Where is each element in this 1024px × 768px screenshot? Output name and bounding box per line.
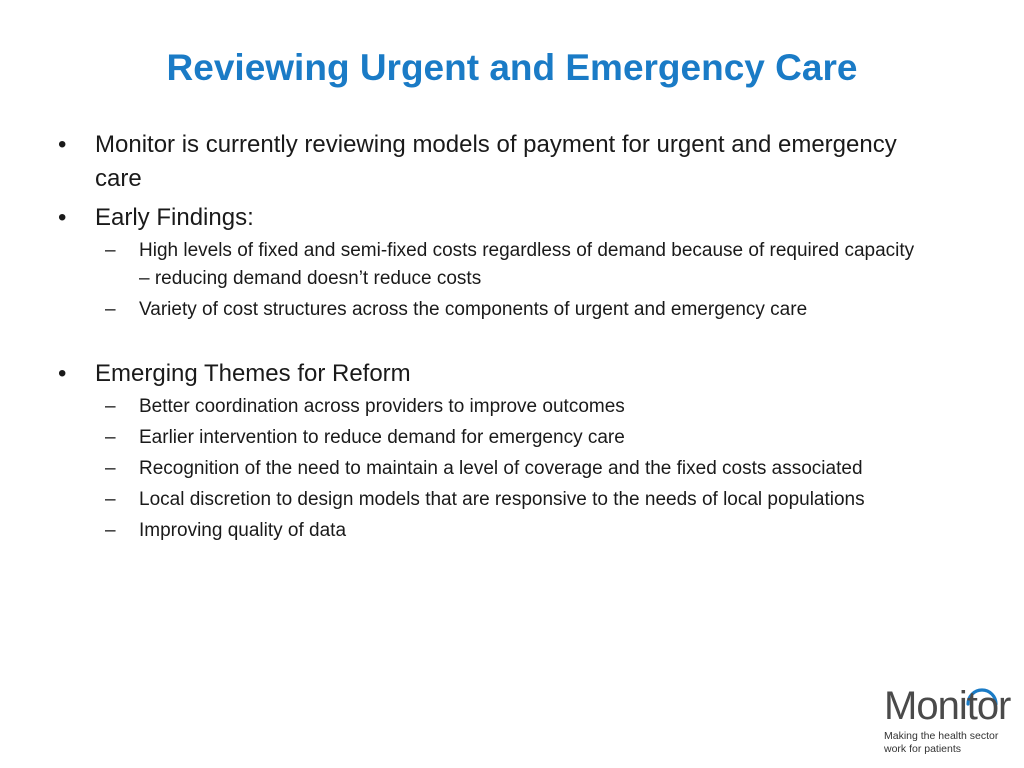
bullet-group-emerging-themes — [58, 357, 918, 545]
sub-bullet-item — [58, 455, 918, 483]
logo-wordmark: Monitor — [884, 684, 1011, 728]
sub-bullet-item — [58, 424, 918, 452]
dash-icon: – — [105, 458, 116, 479]
sub-bullet-text: Recognition of the need to maintain a level of coverage and the fixed costs associated — [139, 458, 863, 479]
bullet-icon: • — [58, 360, 67, 387]
sub-bullet-text: Better coordination across providers to improve outcomes — [139, 396, 625, 417]
dash-icon: – — [105, 240, 116, 261]
sub-bullet-item — [58, 296, 918, 324]
bullet-item — [58, 128, 918, 196]
sub-bullet-text: Earlier intervention to reduce demand for emergency care — [139, 427, 625, 448]
dash-icon: – — [105, 520, 116, 541]
spacer — [58, 329, 918, 357]
sub-bullet-text: Local discretion to design models that are responsive to the needs of local populations — [139, 489, 865, 510]
bullet-group-monitor-review — [58, 128, 918, 196]
sub-list — [58, 237, 918, 324]
dash-icon: – — [105, 489, 116, 510]
dash-icon: – — [105, 427, 116, 448]
sub-bullet-text: High levels of fixed and semi-fixed costs regardless of demand because of required capacity – reducing demand doesn’t reduce costs — [139, 240, 915, 289]
bullet-item — [58, 201, 918, 235]
bullet-text: Early Findings: — [95, 204, 254, 231]
dash-icon: – — [105, 299, 116, 320]
sub-list — [58, 393, 918, 545]
sub-bullet-item — [58, 237, 918, 293]
sub-bullet-item — [58, 517, 918, 545]
bullet-icon: • — [58, 204, 67, 231]
sub-bullet-text: Variety of cost structures across the components of urgent and emergency care — [139, 299, 808, 320]
logo-tagline-line1: Making the health sector — [884, 730, 999, 742]
sub-bullet-item — [58, 486, 918, 514]
monitor-logo — [884, 678, 1014, 758]
logo-tagline-line2: work for patients — [884, 743, 962, 755]
sub-bullet-text: Improving quality of data — [139, 520, 347, 541]
sub-bullet-item — [58, 393, 918, 421]
dash-icon: – — [105, 396, 116, 417]
slide-title: Reviewing Urgent and Emergency Care — [166, 47, 858, 88]
slide-content — [58, 128, 918, 550]
logo-tagline — [884, 730, 1012, 756]
bullet-item — [58, 357, 918, 391]
bullet-group-early-findings — [58, 201, 918, 324]
bullet-icon: • — [58, 131, 67, 158]
bullet-text: Monitor is currently reviewing models of payment for urgent and emergency care — [95, 131, 897, 192]
bullet-text: Emerging Themes for Reform — [95, 360, 411, 387]
